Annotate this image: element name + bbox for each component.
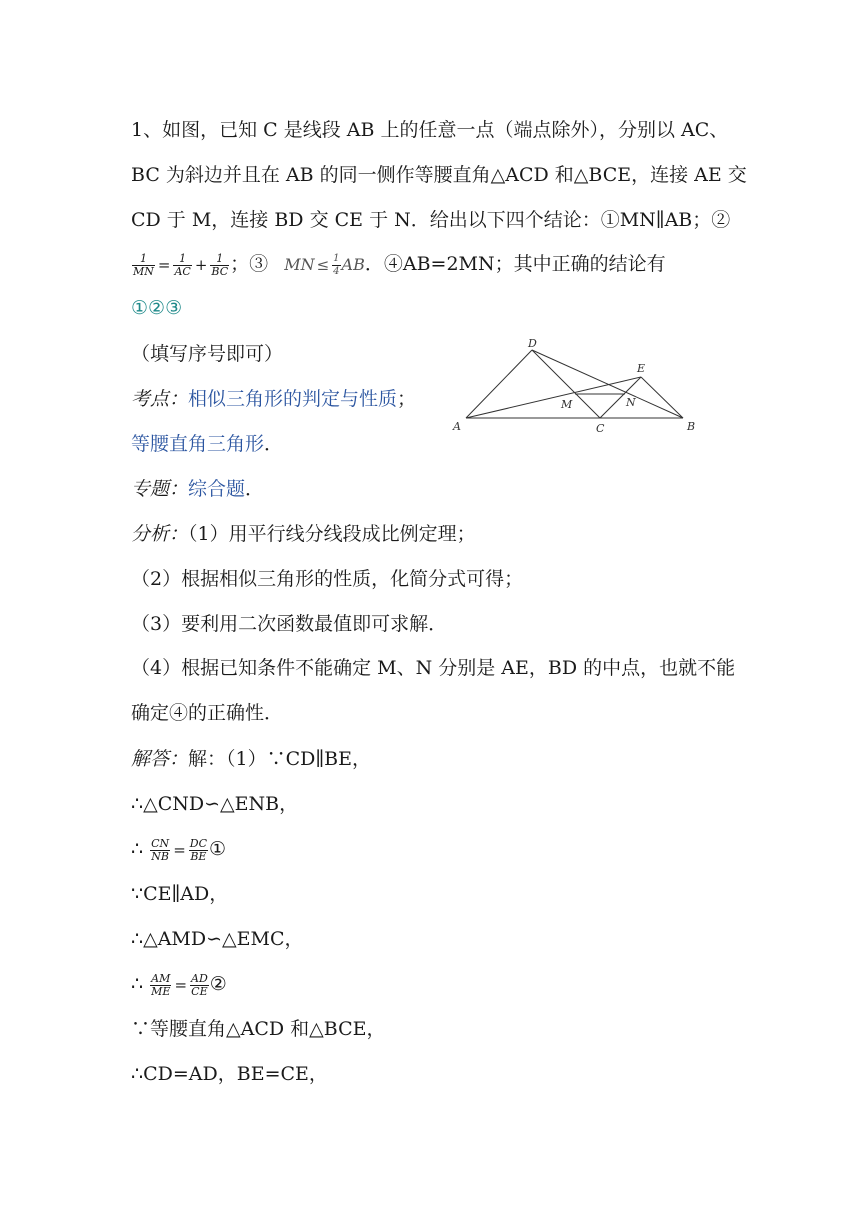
jieda-line-6: ∴ $\frac{AM}{ME}$ = $\frac{AD}{CE}$ ②: [131, 971, 227, 998]
segment-db: [532, 350, 683, 418]
answer: ①②③: [131, 297, 183, 319]
jieda-line-8: ∴CD=AD，BE=CE，: [131, 1063, 328, 1085]
segment-eb: [641, 377, 683, 418]
fenxi-line-5: 确定④的正确性．: [131, 702, 284, 724]
jieda-line-4: ∵CE∥AD，: [131, 883, 229, 905]
jieda-line-1: 解答：解：（1）∵CD∥BE，: [131, 748, 371, 770]
problem-line-4: $\frac{1}{MN}$ = $\frac{1}{AC}$ + $\frac{1}{BC}$ ；③ MN ≤ $\frac{1}{4}$ AB．④AB=2MN；其中正确的结论有: [133, 251, 666, 278]
problem-line-3: CD 于 M，连接 BD 交 CE 于 N．给出以下四个结论：①MN∥AB；②: [131, 209, 731, 231]
fraction-quarter: $\frac{1}{4}$: [333, 253, 340, 277]
fraction-ad-ce: $\frac{AD}{CE}$: [191, 971, 208, 998]
zhuanti-value: 综合题: [188, 478, 246, 500]
kaodian-value-2: 等腰直角三角形: [131, 433, 265, 455]
fraction-1-over-bc: $\frac{1}{BC}$: [211, 251, 229, 278]
fenxi-label: 分析：: [131, 523, 189, 545]
label-d: D: [528, 337, 537, 350]
kaodian-label: 考点：: [131, 388, 189, 410]
segment-ae: [466, 377, 641, 418]
label-m: M: [561, 398, 573, 411]
label-a: A: [453, 420, 461, 433]
inequality-mn: MN ≤ $\frac{1}{4}$ AB: [284, 253, 365, 277]
fraction-dc-be: $\frac{DC}{BE}$: [189, 836, 208, 863]
jieda-label: 解答：: [131, 748, 189, 770]
kaodian-line-2: 等腰直角三角形．: [131, 433, 284, 455]
fraction-am-me: $\frac{AM}{ME}$: [151, 971, 171, 998]
fraction-1-over-ac: $\frac{1}{AC}$: [174, 251, 191, 278]
kaodian-line-1: 考点：相似三角形的判定与性质；: [131, 388, 417, 410]
geometry-diagram: [448, 334, 708, 438]
fraction-1-over-mn: $\frac{1}{MN}$: [133, 251, 154, 278]
fraction-cn-nb: $\frac{CN}{NB}$: [151, 836, 170, 863]
problem-line-2: BC 为斜边并且在 AB 的同一侧作等腰直角△ACD 和△BCE，连接 AE 交: [131, 164, 747, 186]
jieda-line-3: ∴ $\frac{CN}{NB}$ = $\frac{DC}{BE}$ ①: [131, 836, 227, 863]
fenxi-line-2: （2）根据相似三角形的性质，化简分式可得；: [131, 568, 524, 590]
fill-hint: （填写序号即可）: [131, 343, 284, 365]
fenxi-line-3: （3）要利用二次函数最值即可求解．: [131, 613, 448, 635]
label-e: E: [637, 362, 646, 375]
jieda-line-2: ∴△CND∽△ENB，: [131, 793, 299, 815]
zhuanti-line: 专题：综合题．: [131, 478, 265, 500]
label-b: B: [687, 420, 696, 433]
problem-line-1: 1、如图，已知 C 是线段 AB 上的任意一点（端点除外），分别以 AC、: [131, 119, 729, 141]
label-c: C: [596, 422, 605, 435]
segment-ad: [466, 350, 532, 418]
label-n: N: [626, 396, 636, 409]
zhuanti-label: 专题：: [131, 478, 189, 500]
fenxi-line-1: 分析：（1）用平行线分线段成比例定理；: [131, 523, 476, 545]
kaodian-value-1: 相似三角形的判定与性质: [188, 388, 398, 410]
jieda-line-5: ∴△AMD∽△EMC，: [131, 928, 304, 950]
jieda-line-7: ∵等腰直角△ACD 和△BCE，: [131, 1018, 386, 1040]
fenxi-line-4: （4）根据已知条件不能确定 M、N 分别是 AE，BD 的中点，也就不能: [131, 657, 736, 679]
